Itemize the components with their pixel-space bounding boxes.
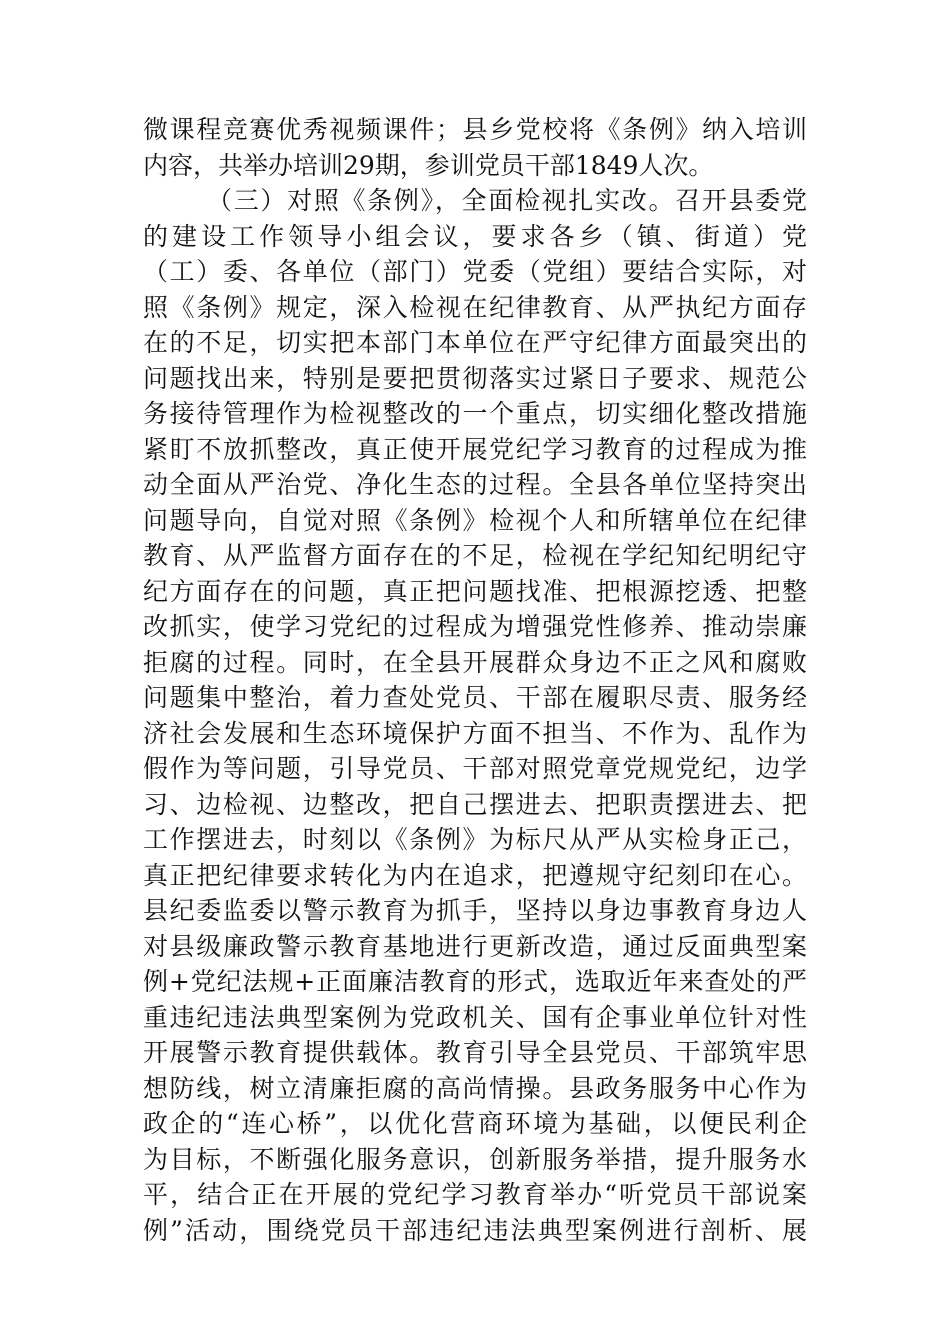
text-line: 习、边检视、边整改，把自己摆进去、把职责摆进去、把 <box>143 789 807 819</box>
text-line: 的建设工作领导小组会议，要求各乡（镇、街道）党 <box>143 221 807 251</box>
text-line: 例+党纪法规+正面廉洁教育的形式，选取近年来查处的严 <box>143 967 807 996</box>
body-text <box>143 112 807 1248</box>
text-line: 开展警示教育提供载体。教育引导全县党员、干部筑牢思 <box>143 1038 807 1067</box>
text-line: 拒腐的过程。同时，在全县开展群众身边不正之风和腐败 <box>143 647 807 677</box>
text-line: 平，结合正在开展的党纪学习教育举办“听党员干部说案 <box>143 1180 807 1209</box>
text-line: 县纪委监委以警示教育为抓手，坚持以身边事教育身边人 <box>143 896 807 925</box>
text-line: （三）对照《条例》，全面检视扎实改。召开县委党 <box>207 186 807 215</box>
text-line: 在的不足，切实把本部门本单位在严守纪律方面最突出的 <box>143 328 807 357</box>
text-line: 想防线，树立清廉拒腐的高尚情操。县政务服务中心作为 <box>143 1073 807 1103</box>
text-line: 照《条例》规定，深入检视在纪律教育、从严执纪方面存 <box>143 292 807 322</box>
text-line: 对县级廉政警示教育基地进行更新改造，通过反面典型案 <box>143 931 807 961</box>
text-line: 工作摆进去，时刻以《条例》为标尺从严从实检身正己， <box>143 825 807 854</box>
text-line: 改抓实，使学习党纪的过程成为增强党性修养、推动崇廉 <box>143 612 807 641</box>
text-line: 问题导向，自觉对照《条例》检视个人和所辖单位在纪律 <box>143 505 807 535</box>
text-line: 真正把纪律要求转化为内在追求，把遵规守纪刻印在心。 <box>143 860 807 890</box>
text-line: 微课程竞赛优秀视频课件；县乡党校将《条例》纳入培训 <box>143 115 807 144</box>
text-line: 问题找出来，特别是要把贯彻落实过紧日子要求、规范公 <box>143 363 807 393</box>
text-line: 问题集中整治，着力查处党员、干部在履职尽责、服务经 <box>143 683 807 712</box>
text-line: 济社会发展和生态环境保护方面不担当、不作为、乱作为 <box>143 718 807 748</box>
text-line: 例”活动，围绕党员干部违纪违法典型案例进行剖析、展 <box>143 1215 807 1245</box>
text-line: 动全面从严治党、净化生态的过程。全县各单位坚持突出 <box>143 470 807 499</box>
text-line: 纪方面存在的问题，真正把问题找准、把根源挖透、把整 <box>143 576 807 606</box>
text-line: 假作为等问题，引导党员、干部对照党章党规党纪，边学 <box>143 754 807 783</box>
text-line: 务接待管理作为检视整改的一个重点，切实细化整改措施 <box>143 399 807 428</box>
text-line: 紧盯不放抓整改，真正使开展党纪学习教育的过程成为推 <box>143 434 807 464</box>
text-line: 政企的“连心桥”，以优化营商环境为基础，以便民利企 <box>143 1109 807 1138</box>
text-line: 重违纪违法典型案例为党政机关、国有企事业单位针对性 <box>143 1002 807 1032</box>
text-line: 教育、从严监督方面存在的不足，检视在学纪知纪明纪守 <box>143 541 807 570</box>
text-line: （工）委、各单位（部门）党委（党组）要结合实际，对 <box>143 257 807 286</box>
text-line: 为目标，不断强化服务意识，创新服务举措，提升服务水 <box>143 1144 807 1174</box>
text-line: 内容，共举办培训29期，参训党员干部1849人次。 <box>143 150 714 180</box>
